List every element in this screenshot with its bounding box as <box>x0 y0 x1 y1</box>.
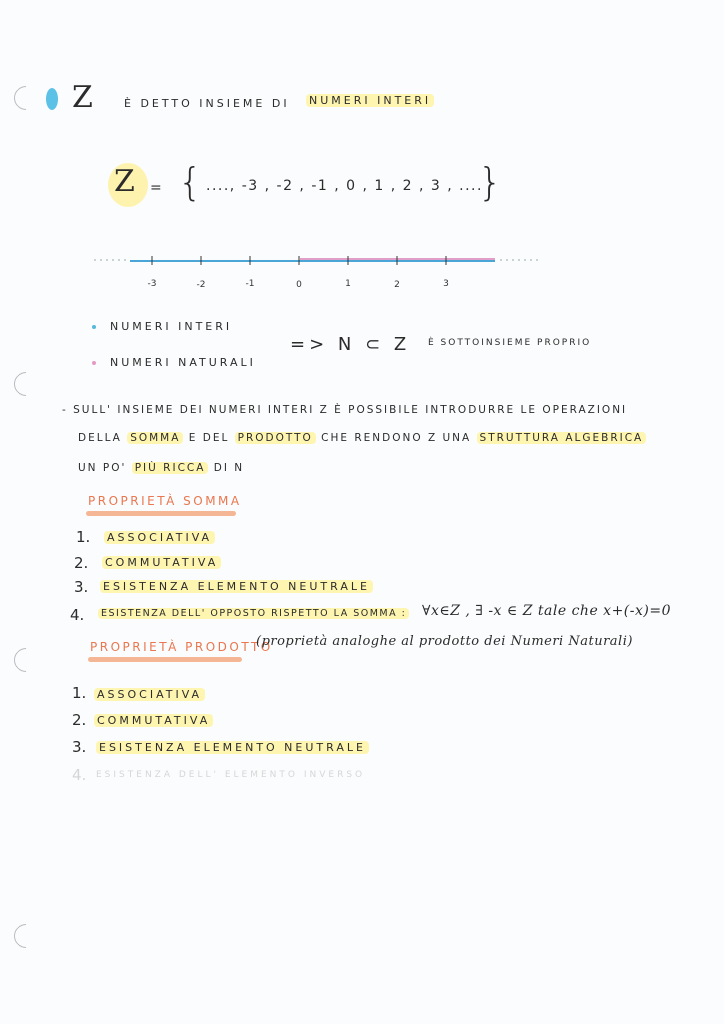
set-open-brace: { <box>178 160 203 204</box>
binder-hole <box>9 81 43 115</box>
highlight-somma: SOMMA <box>127 432 183 444</box>
somma-item-num: 3. <box>74 578 89 596</box>
prodotto-item-label: ESISTENZA ELEMENTO NEUTRALE <box>96 741 369 754</box>
somma-title-underline <box>86 511 236 516</box>
prodotto-item-label-faded: ESISTENZA DELL' ELEMENTO INVERSO <box>96 770 366 780</box>
somma-title: PROPRIETÀ SOMMA <box>88 494 242 508</box>
paragraph-line-3 <box>78 462 244 474</box>
number-line-tick-label: 3 <box>443 279 449 289</box>
paragraph-text: CHE RENDONO Z UNA <box>321 432 472 444</box>
number-line-tick-label: -2 <box>196 280 206 290</box>
highlight-prodotto: PRODOTTO <box>235 432 316 444</box>
naturals-legend-label: NUMERI NATURALI <box>110 356 256 369</box>
highlight-struttura: STRUTTURA ALGEBRICA <box>477 432 647 444</box>
somma-item-label: ASSOCIATIVA <box>104 531 215 544</box>
prodotto-item-label: COMMUTATIVA <box>94 714 213 727</box>
subset-relation: => N ⊂ Z <box>290 334 411 355</box>
paragraph-line-1: - SULL' INSIEME DEI NUMERI INTERI Z È POSSIBILE INTRODURRE LE OPERAZIONI <box>62 404 628 416</box>
opposite-formula: ∀x∈Z , ∃ -x ∈ Z tale che x+(-x)=0 <box>422 603 671 619</box>
prodotto-item-num: 2. <box>72 711 87 729</box>
paragraph-text: UN PO' <box>78 462 127 474</box>
somma-item-label: COMMUTATIVA <box>102 556 221 569</box>
integers-legend-label: NUMERI INTERI <box>110 320 233 333</box>
integers-symbol: Z <box>72 80 93 115</box>
paragraph-text: DELLA <box>78 432 122 444</box>
paragraph-text: DI N <box>213 462 245 474</box>
set-close-brace: } <box>478 160 503 204</box>
somma-item-num: 1. <box>76 528 91 546</box>
somma-item-label: ESISTENZA ELEMENTO NEUTRALE <box>100 580 373 593</box>
intro-highlight: NUMERI INTERI <box>306 94 434 107</box>
number-line-tick-label: 1 <box>345 279 351 289</box>
naturals-legend-dot <box>92 361 96 365</box>
number-line <box>90 248 550 298</box>
prodotto-item-label: ASSOCIATIVA <box>94 688 205 701</box>
set-elements: ...., -3 , -2 , -1 , 0 , 1 , 2 , 3 , .... <box>206 178 483 194</box>
prodotto-title-underline <box>88 657 242 662</box>
binder-hole <box>9 919 43 953</box>
number-line-tick-label: 0 <box>296 280 302 290</box>
prodotto-item-num: 4. <box>72 766 87 784</box>
prodotto-note: (proprietà analoghe al prodotto dei Numeri Naturali) <box>256 634 633 649</box>
subset-note: È SOTTOINSIEME PROPRIO <box>428 338 592 348</box>
binder-hole <box>9 643 43 677</box>
intro-text: È DETTO INSIEME DI <box>124 97 290 110</box>
prodotto-title: PROPRIETÀ PRODOTTO <box>90 640 273 654</box>
integers-legend-dot <box>92 325 96 329</box>
prodotto-item-num: 1. <box>72 684 87 702</box>
prodotto-item-num: 3. <box>72 738 87 756</box>
set-symbol: Z <box>114 164 135 199</box>
number-line-tick-label: -3 <box>147 279 157 289</box>
number-line-tick-label: -1 <box>245 279 255 289</box>
paragraph-line-2 <box>78 432 646 444</box>
paragraph-text: E DEL <box>188 432 230 444</box>
set-equals: = <box>150 180 165 196</box>
binder-hole <box>9 367 43 401</box>
somma-item-label: ESISTENZA DELL' OPPOSTO RISPETTO LA SOMMA : <box>98 608 409 619</box>
highlight-piu-ricca: PIÙ RICCA <box>132 462 209 474</box>
number-line-tick-label: 2 <box>394 280 400 290</box>
blue-bullet <box>46 88 58 110</box>
somma-item-num: 2. <box>74 554 89 572</box>
somma-item-num: 4. <box>70 606 85 624</box>
